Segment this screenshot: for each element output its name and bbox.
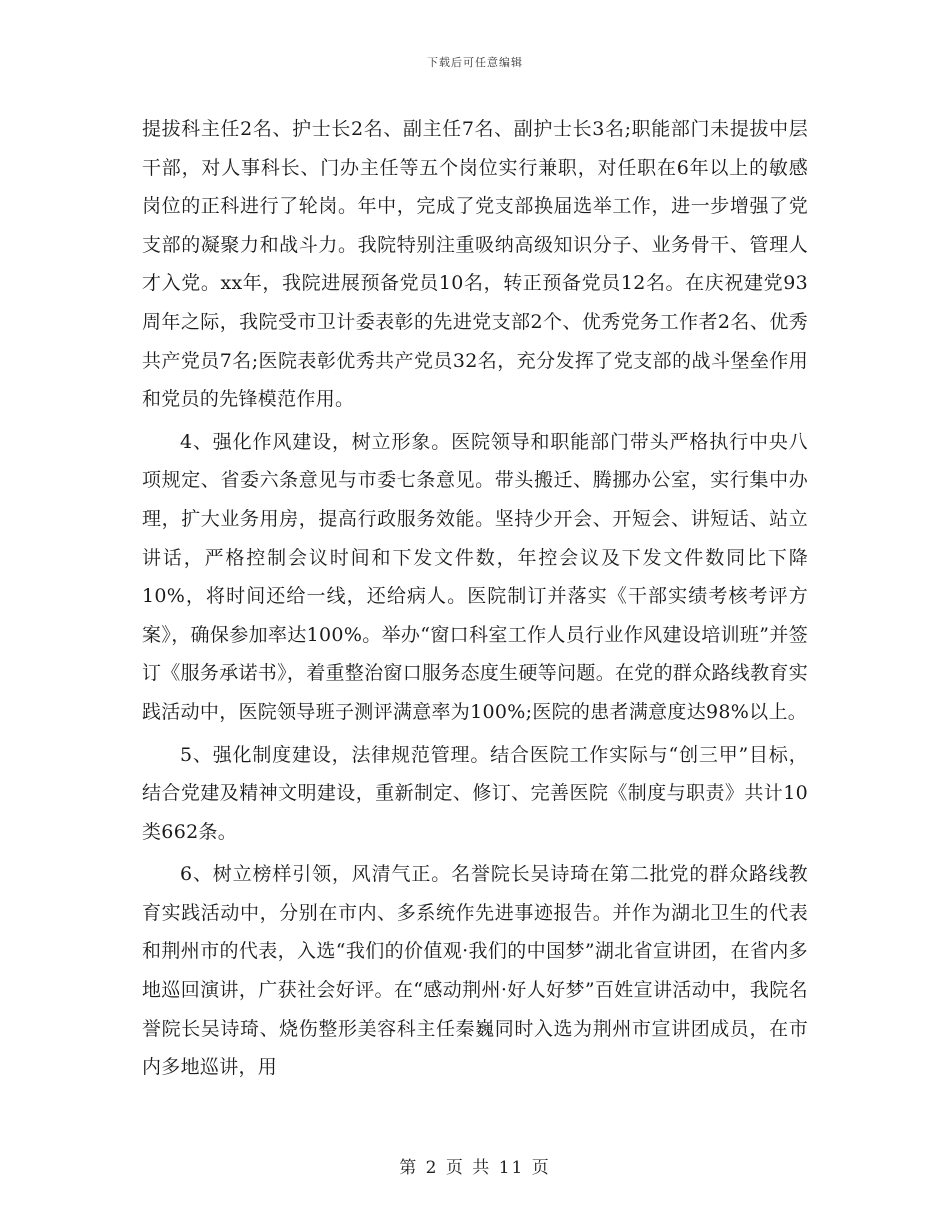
page-header: 下载后可任意编辑: [427, 56, 523, 69]
paragraph-item-6: 6、树立榜样引领，风清气正。名誉院长吴诗琦在第二批党的群众路线教育实践活动中，分别在市内、多系统作先进事迹报告。并作为湖北卫生的代表和荆州市的代表，入选“我们的价值观·我们的中国梦”湖北省宣讲团，在省内多地巡回演讲，广获社会好评。在“感动荆州·好人好梦”百姓宣讲活动中，我院名誉院长吴诗琦、烧伤整形美容科主任秦巍同时入选为荆州市宣讲团成员，在市内多地巡讲，用: [142, 863, 808, 1079]
paragraph-item-4: 4、强化作风建设，树立形象。医院领导和职能部门带头严格执行中央八项规定、省委六条意见与市委七条意见。带头搬迁、腾挪办公室，实行集中办理，扩大业务用房，提高行政服务效能。坚持少开会、开短会、讲短话、站立讲话，严格控制会议时间和下发文件数，年控会议及下发文件数同比下降10%，将时间还给一线，还给病人。医院制订并落实《干部实绩考核考评方案》，确保参加率达100%。举办“窗口科室工作人员行业作风建设培训班”并签订《服务承诺书》，着重整治窗口服务态度生硬等问题。在党的群众路线教育实践活动中，医院领导班子测评满意率为100%;医院的患者满意度达98%以上。: [142, 430, 809, 723]
paragraph-continuation: 提拔科主任2名、护士长2名、副主任7名、副护士长3名;职能部门未提拔中层干部，对人事科长、门办主任等五个岗位实行兼职，对任职在6年以上的敏感岗位的正科进行了轮岗。年中，完成了党支部换届选举工作，进一步增强了党支部的凝聚力和战斗力。我院特别注重吸纳高级知识分子、业务骨干、管理人才入党。xx年，我院进展预备党员10名，转正预备党员12名。在庆祝建党93周年之际，我院受市卫计委表彰的先进党支部2个、优秀党务工作者2名、优秀共产党员7名;医院表彰优秀共产党员32名，充分发挥了党支部的战斗堡垒作用和党员的先锋模范作用。: [142, 118, 808, 411]
document-body: [142, 110, 808, 1087]
page-number: 第 2 页 共 11 页: [399, 1158, 551, 1178]
paragraph-item-5: 5、强化制度建设，法律规范管理。结合医院工作实际与“创三甲”目标，结合党建及精神文明建设，重新制定、修订、完善医院《制度与职责》共计10类662条。: [142, 743, 808, 843]
